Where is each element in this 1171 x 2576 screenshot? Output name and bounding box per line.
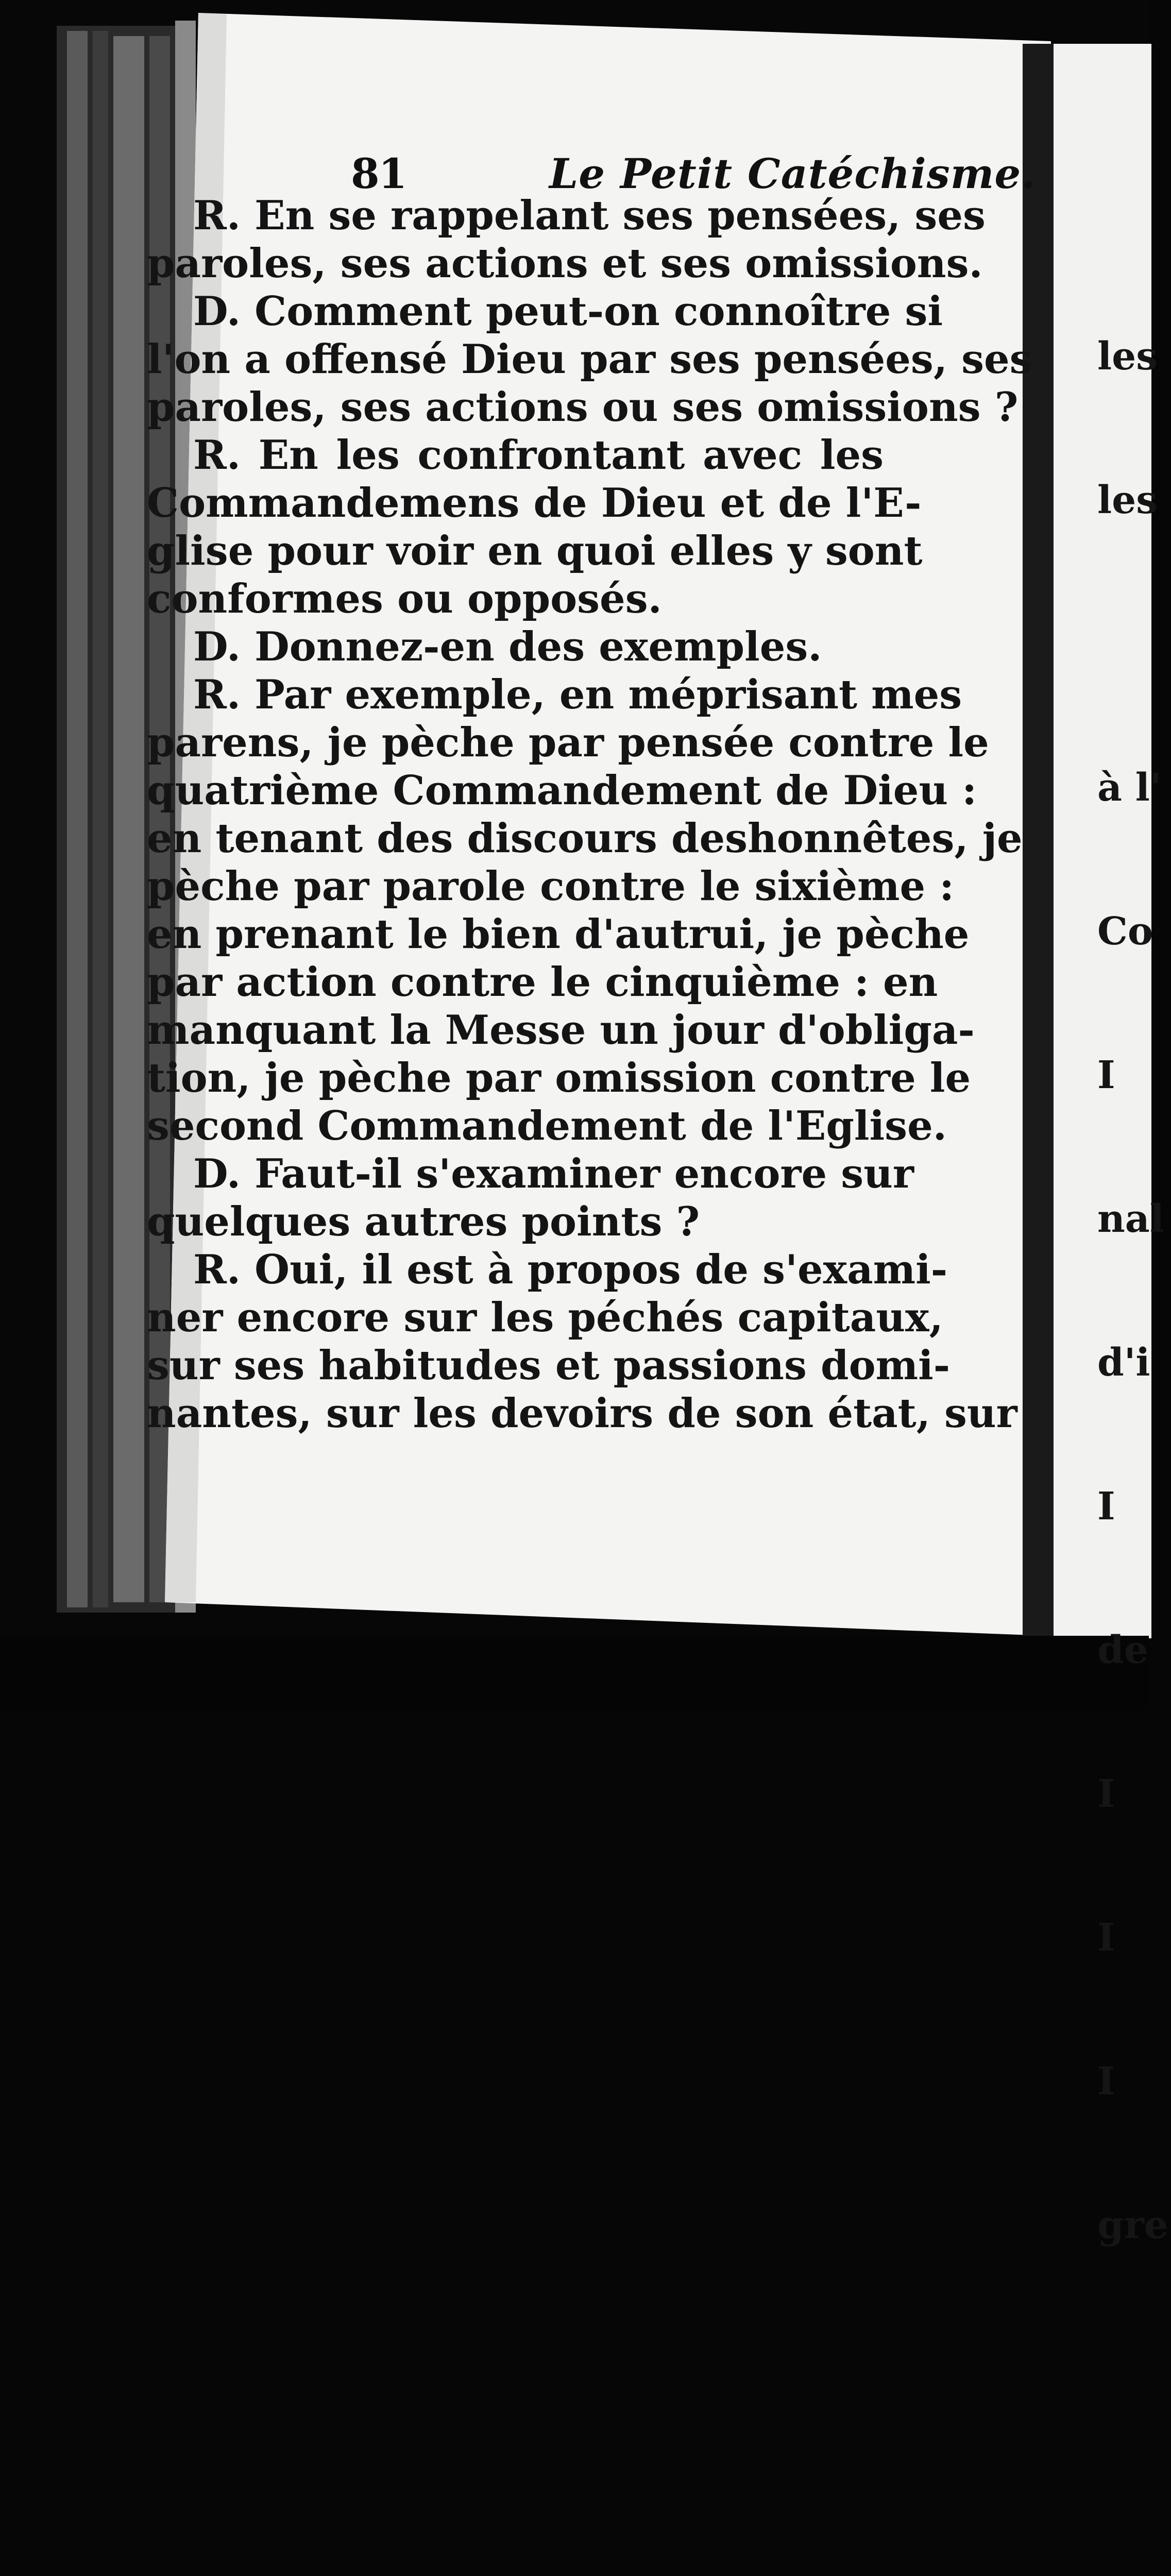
text-line: sur ses habitudes et passions domi- bbox=[147, 1342, 951, 1389]
paragraph-answer-4 bbox=[147, 1246, 1043, 1437]
text-line: glise pour voir en quoi elles y sont bbox=[147, 528, 923, 574]
text-line: D. Comment peut-on connoître si bbox=[193, 288, 943, 335]
text-line: pèche par parole contre le sixième : bbox=[147, 863, 955, 910]
page-number: 81 bbox=[351, 149, 406, 198]
fragment-line: à l' bbox=[1097, 766, 1162, 810]
text-line: paroles, ses actions et ses omissions. bbox=[147, 240, 983, 287]
text-line: parens, je pèche par pensée contre le bbox=[147, 719, 989, 766]
fragment-line bbox=[1097, 2489, 1149, 2537]
fragment-line: I bbox=[1097, 1772, 1115, 1816]
catechism-text bbox=[147, 192, 1043, 1437]
text-line: par action contre le cinquième : en bbox=[147, 959, 938, 1006]
text-line: manquant la Messe un jour d'obliga- bbox=[147, 1007, 975, 1054]
fragment-line: I bbox=[1097, 1916, 1115, 1960]
fragment-line: I bbox=[1097, 1484, 1115, 1529]
text-line: quelques autres points ? bbox=[147, 1198, 700, 1245]
text-line: paroles, ses actions ou ses omissions ? bbox=[147, 384, 1019, 431]
paragraph-answer-1 bbox=[147, 192, 1043, 287]
text-line: R. En les confrontant avec les bbox=[193, 432, 884, 479]
text-line: quatrième Commandement de Dieu : bbox=[147, 767, 977, 814]
fragment-line bbox=[1097, 2345, 1149, 2393]
text-line: nantes, sur les devoirs de son état, sur bbox=[147, 1390, 1017, 1437]
text-line: R. En se rappelant ses pensées, ses bbox=[193, 192, 986, 239]
paragraph-question-3 bbox=[147, 1150, 1043, 1246]
text-line: l'on a offensé Dieu par ses pensées, ses bbox=[147, 336, 1032, 383]
paragraph-answer-3 bbox=[147, 671, 1043, 1150]
text-line: conformes ou opposés. bbox=[147, 575, 662, 622]
text-line: Commandemens de Dieu et de l'E- bbox=[147, 480, 922, 527]
running-title: Le Petit Catéchisme. bbox=[549, 149, 1037, 198]
fragment-line: nal bbox=[1097, 1197, 1164, 1241]
fragment-line: gre bbox=[1097, 2203, 1168, 2247]
fragment-line: les bbox=[1097, 334, 1158, 379]
text-line: tion, je pèche par omission contre le bbox=[147, 1055, 971, 1101]
text-line: D. Donnez-en des exemples. bbox=[193, 623, 822, 670]
text-line: R. Par exemple, en méprisant mes bbox=[193, 671, 962, 718]
text-line: en prenant le bien d'autrui, je pèche bbox=[147, 911, 970, 958]
fragment-line: les bbox=[1097, 478, 1158, 522]
text-line: en tenant des discours deshonnêtes, je bbox=[147, 815, 1023, 862]
paragraph-question-1 bbox=[147, 287, 1043, 431]
paragraph-answer-2 bbox=[147, 431, 1043, 623]
fragment-line: I bbox=[1097, 1053, 1115, 1097]
text-line: second Commandement de l'Eglise. bbox=[147, 1103, 947, 1149]
fragment-line: Co bbox=[1097, 909, 1153, 954]
fragment-line bbox=[1097, 620, 1149, 668]
text-line: ner encore sur les péchés capitaux, bbox=[147, 1294, 943, 1341]
fragment-line: d'i bbox=[1097, 1341, 1150, 1385]
paragraph-question-2 bbox=[147, 623, 1043, 671]
text-line: R. Oui, il est à propos de s'exami- bbox=[193, 1246, 948, 1293]
fragment-line: de bbox=[1097, 1628, 1148, 1672]
fragment-line: I bbox=[1097, 2059, 1115, 2104]
text-line: D. Faut-il s'examiner encore sur bbox=[193, 1150, 914, 1197]
facing-page-fragments bbox=[1097, 237, 1168, 2576]
